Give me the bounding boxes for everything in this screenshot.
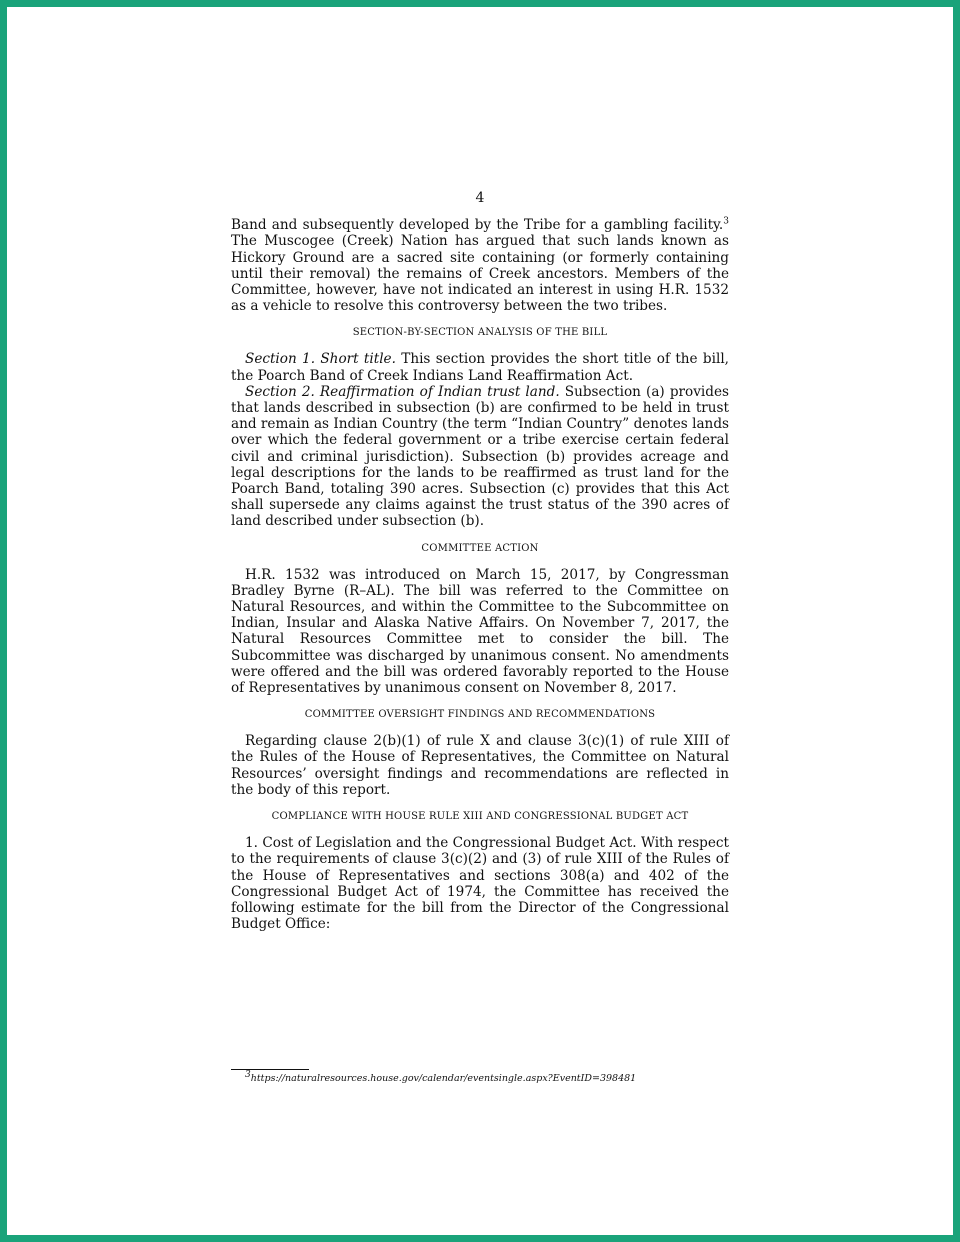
compliance-paragraph: 1. Cost of Legislation and the Congressional Budget Act. With respect to the requirements of clause 3(c)(2) and (3) of rule XIII of the Rules of the House of Representatives and sections 308(a) and 402 of the Congressional Budget Act of 1974, the Committee has received the following estimate for the bill from the Director of the Congressional Budget Office: — [231, 835, 729, 933]
compliance-heading: COMPLIANCE WITH HOUSE RULE XIII AND CONGRESSIONAL BUDGET ACT — [271, 811, 689, 823]
section-2-paragraph — [231, 384, 729, 530]
footnote-link[interactable]: https://naturalresources.house.gov/calendar/eventsingle.aspx?EventID=398481 — [250, 1073, 637, 1084]
section-2-text: Subsection (a) provides that lands described in subsection (b) are confirmed to be held in trust and remain as Indian Country (the term “Indian Country” denotes lands over which the federal government or a tribe exercise certain federal civil and criminal jurisdiction). Subsection (b) provides acreage and legal descriptions for the lands to be reaffirmed as trust land for the Poarch Band, totaling 390 acres. Subsection (c) provides that this Act shall supersede any claims against the trust status of the 390 acres of land described under subsection (b). — [231, 383, 729, 530]
committee-action-heading: COMMITTEE ACTION — [421, 542, 539, 554]
oversight-heading: COMMITTEE OVERSIGHT FINDINGS AND RECOMMENDATIONS — [304, 709, 656, 721]
footnote — [245, 1069, 637, 1084]
committee-action-paragraph: H.R. 1532 was introduced on March 15, 2017, by Congressman Bradley Byrne (R–AL). The bill was referred to the Committee on Natural Resources, and within the Committee to the Subcommittee on Indian, Insular and Alaska Native Affairs. On November 7, 2017, the Natural Resources Committee met to consider the bill. The Subcommittee was discharged by unanimous consent. No amendments were offered and the bill was ordered favorably reported to the House of Representatives by unanimous consent on November 8, 2017. — [231, 566, 729, 697]
intro-text: Band and subsequently developed by the Tribe for a gambling facility. — [231, 217, 724, 234]
footnote-divider — [231, 1069, 309, 1070]
footnote-marker: 3 — [245, 1069, 251, 1080]
document-page — [231, 190, 729, 932]
intro-paragraph — [231, 217, 729, 314]
intro-text-continued: The Muscogee (Creek) Nation has argued that such lands known as Hickory Ground are a sacred site containing (or formerly containing until their removal) the remains of Creek ancestors. Members of the Committee, however, have not indicated an interest in using H.R. 1532 as a vehicle to resolve this controversy between the two tribes. — [231, 233, 729, 315]
section-2-title: Section 2. Reaffirmation of Indian trust land. — [245, 383, 560, 400]
footnote-reference[interactable]: 3 — [723, 216, 729, 227]
page-number: 4 — [475, 190, 485, 206]
section-1-text: This section provides the short title of the bill, the Poarch Band of Creek Indians Land Reaffirmation Act. — [231, 351, 729, 384]
oversight-paragraph: Regarding clause 2(b)(1) of rule X and clause 3(c)(1) of rule XIII of the Rules of the House of Representatives, the Committee on Natural Resources’ oversight findings and recommendations are reflected in the body of this report. — [231, 733, 729, 798]
section-1-paragraph — [231, 351, 729, 383]
section-1-title: Section 1. Short title. — [245, 351, 396, 368]
section-analysis-heading: SECTION-BY-SECTION ANALYSIS OF THE BILL — [352, 327, 608, 339]
